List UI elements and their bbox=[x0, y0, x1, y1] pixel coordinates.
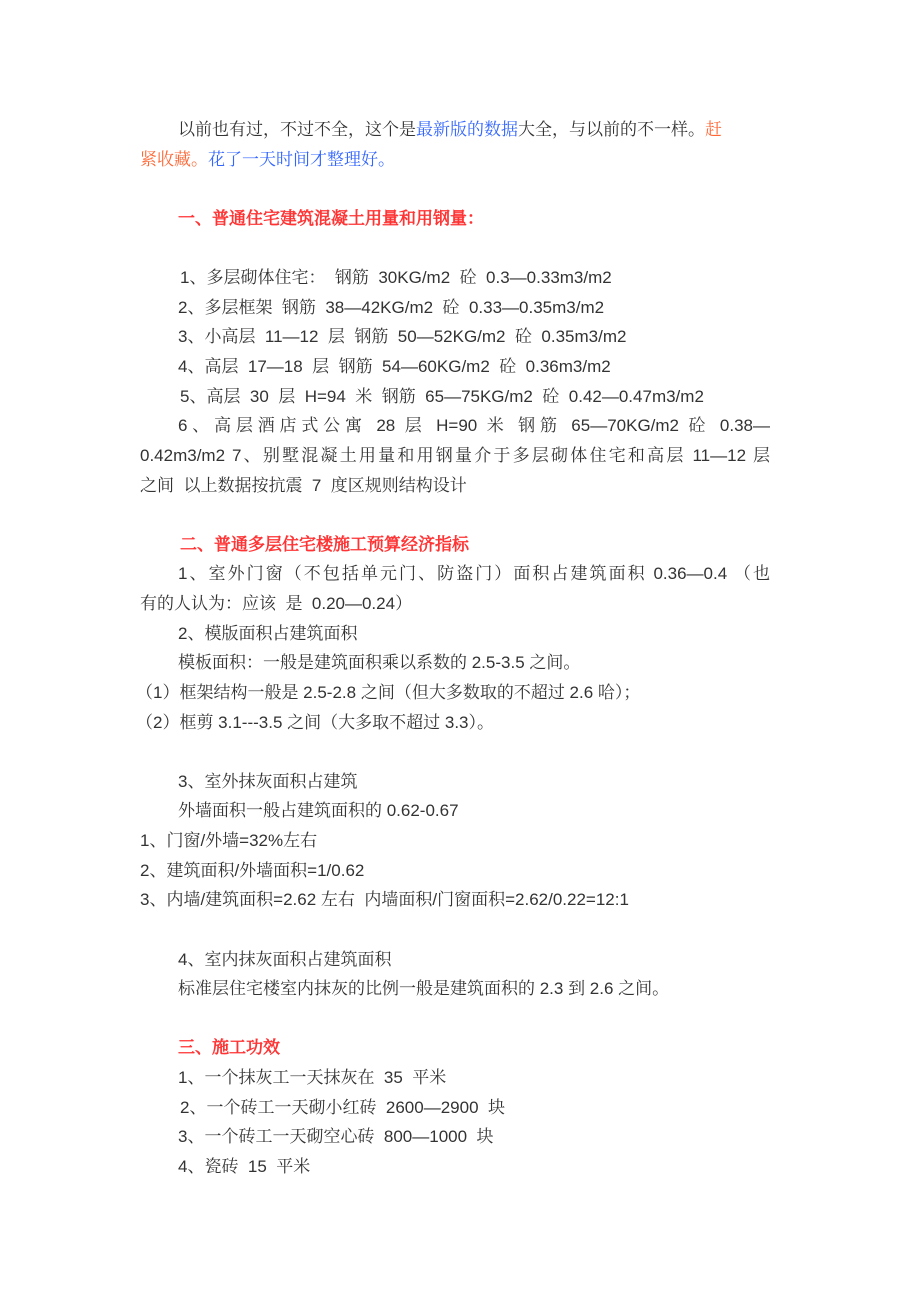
intro-highlight: 紧收藏。 bbox=[140, 149, 208, 169]
s1-item: 之间 以上数据按抗震 7 度区规则结构设计 bbox=[140, 475, 467, 495]
s2-line: 模板面积：一般是建筑面积乘以系数的 2.5-3.5 之间。 bbox=[178, 653, 581, 673]
s2-line: 1、室外门窗（不包括单元门、防盗门）面积占建筑面积 0.36—0.4 （也 bbox=[178, 564, 770, 584]
s1-item: 6、高层酒店式公寓 28 层 H=90 米 钢筋 65—70KG/m2 砼 0.38— bbox=[178, 416, 770, 436]
s1-item: 4、高层 17—18 层 钢筋 54—60KG/m2 砼 0.36m3/m2 bbox=[178, 357, 611, 376]
section-1-heading: 一、普通住宅建筑混凝土用量和用钢量： bbox=[178, 208, 484, 228]
s2-line: 4、室内抹灰面积占建筑面积 bbox=[178, 949, 392, 969]
intro-link-text: 最新版的数据 bbox=[416, 120, 518, 139]
s2-line: 2、建筑面积/外墙面积=1/0.62 bbox=[140, 860, 365, 880]
s2-line: 2、模版面积占建筑面积 bbox=[178, 623, 358, 643]
section-2-heading: 二、普通多层住宅楼施工预算经济指标 bbox=[180, 534, 469, 554]
intro-text: 以前也有过，不过不全，这个是 bbox=[178, 120, 416, 139]
s2-line: 3、内墙/建筑面积=2.62 左右 内墙面积/门窗面积=2.62/0.22=12:1 bbox=[140, 890, 629, 910]
s3-item: 4、瓷砖 15 平米 bbox=[178, 1156, 311, 1176]
s1-item: 1、多层砌体住宅： 钢筋 30KG/m2 砼 0.3—0.33m3/m2 bbox=[180, 268, 612, 288]
document-body bbox=[136, 115, 770, 1182]
intro-highlight: 赶 bbox=[705, 120, 722, 139]
s2-line: 标准层住宅楼室内抹灰的比例一般是建筑面积的 2.3 到 2.6 之间。 bbox=[178, 979, 670, 999]
intro-line-1 bbox=[140, 115, 770, 145]
s1-item: 2、多层框架 钢筋 38—42KG/m2 砼 0.33—0.35m3/m2 bbox=[178, 297, 605, 317]
s2-line: （1）框架结构一般是 2.5-2.8 之间（但大多数取的不超过 2.6 哈）； bbox=[136, 682, 641, 702]
s3-item: 1、一个抹灰工一天抹灰在 35 平米 bbox=[178, 1068, 447, 1087]
s2-line: （2）框剪 3.1---3.5 之间（大多取不超过 3.3）。 bbox=[136, 712, 495, 732]
s2-line: 外墙面积一般占建筑面积的 0.62-0.67 bbox=[178, 801, 459, 821]
intro-blue-text: 花了一天时间才整理好。 bbox=[208, 149, 395, 169]
s1-item: 3、小高层 11—12 层 钢筋 50—52KG/m2 砼 0.35m3/m2 bbox=[178, 327, 627, 347]
s2-line: 有的人认为：应该 是 0.20—0.24） bbox=[140, 594, 413, 613]
s2-line: 3、室外抹灰面积占建筑 bbox=[178, 771, 358, 791]
s1-item: 0.42m3/m2 7、别墅混凝土用量和用钢量介于多层砌体住宅和高层 11—12 层 bbox=[140, 445, 770, 465]
s2-line: 1、门窗/外墙=32%左右 bbox=[140, 831, 318, 850]
s1-item: 5、高层 30 层 H=94 米 钢筋 65—75KG/m2 砼 0.42—0.47m3/m2 bbox=[180, 386, 704, 406]
section-3-heading: 三、施工功效 bbox=[178, 1038, 280, 1058]
s3-item: 2、一个砖工一天砌小红砖 2600—2900 块 bbox=[180, 1097, 505, 1117]
intro-line-2 bbox=[140, 145, 770, 175]
s3-item: 3、一个砖工一天砌空心砖 800—1000 块 bbox=[178, 1127, 494, 1147]
intro-text: 大全，与以前的不一样。 bbox=[518, 120, 705, 139]
